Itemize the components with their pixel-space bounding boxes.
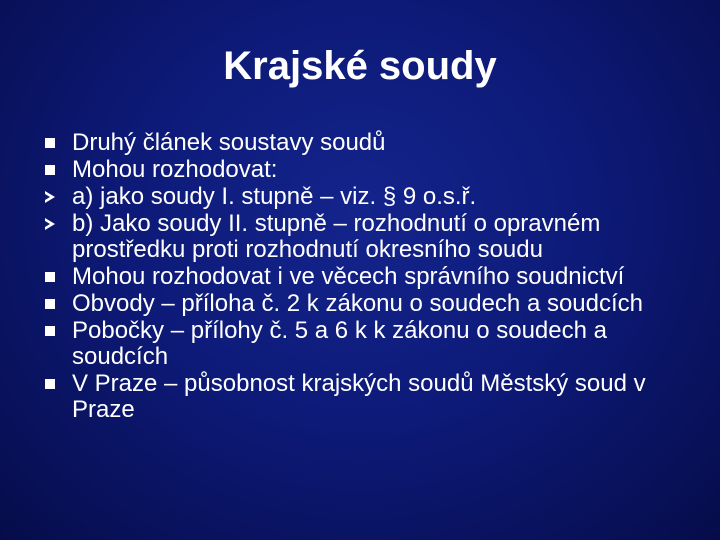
bullet-text: Mohou rozhodovat i ve věcech správního soudnictví — [72, 263, 625, 290]
slide-title: Krajské soudy — [223, 44, 497, 88]
bullet-item — [40, 264, 690, 290]
bullet-item — [40, 130, 690, 156]
bullet-list — [40, 130, 690, 424]
arrow-bullet-icon — [44, 211, 60, 237]
bullet-text: Mohou rozhodovat: — [72, 156, 278, 183]
bullet-item — [40, 157, 690, 183]
bullet-text: Druhý článek soustavy soudů — [72, 129, 386, 156]
bullet-item — [40, 291, 690, 317]
bullet-item — [40, 318, 690, 370]
bullet-text: Pobočky – přílohy č. 5 a 6 k k zákonu o soudech a soudcích — [72, 317, 607, 370]
bullet-item — [40, 211, 690, 263]
bullet-text: a) jako soudy I. stupně – viz. § 9 o.s.ř. — [72, 183, 477, 210]
square-bullet-icon — [44, 157, 60, 183]
bullet-text: Obvody – příloha č. 2 k zákonu o soudech a soudcích — [72, 290, 644, 317]
square-bullet-icon — [44, 264, 60, 290]
square-bullet-icon — [44, 371, 60, 397]
square-bullet-icon — [44, 291, 60, 317]
bullet-text: b) Jako soudy II. stupně – rozhodnutí o opravném prostředku proti rozhodnutí okresního soudu — [72, 210, 601, 263]
square-bullet-icon — [44, 130, 60, 156]
bullet-text: V Praze – působnost krajských soudů Městský soud v Praze — [72, 370, 646, 423]
square-bullet-icon — [44, 318, 60, 344]
bullet-item — [40, 184, 690, 210]
bullet-item — [40, 371, 690, 423]
arrow-bullet-icon — [44, 184, 60, 210]
